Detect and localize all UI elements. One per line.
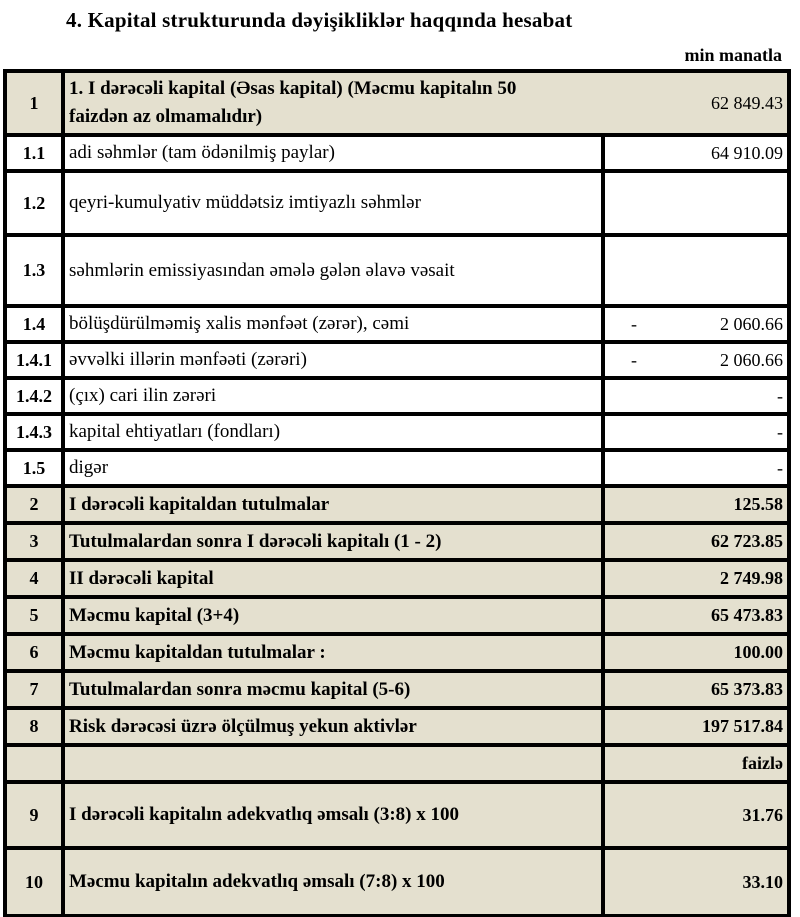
table-row (5, 634, 789, 671)
capital-structure-table (3, 69, 791, 917)
row-number-cell: 9 (5, 782, 63, 848)
row-label-cell (63, 745, 603, 782)
row-label-cell: əvvəlki illərin mənfəəti (zərəri) (63, 342, 603, 378)
row-value-cell: 33.10 (603, 848, 789, 916)
table-row (5, 71, 789, 135)
row-number-cell: 2 (5, 486, 63, 523)
table-row (5, 523, 789, 560)
row-value-cell: - (603, 414, 789, 450)
row-number-cell: 1.1 (5, 135, 63, 171)
row-number-cell: 1.4.3 (5, 414, 63, 450)
row-value-cell (603, 306, 789, 342)
page-title: 4. Kapital strukturunda dəyişikliklər haqqında hesabat (66, 8, 573, 32)
table-row (5, 450, 789, 486)
row-label-cell: adi səhmlər (tam ödənilmiş paylar) (63, 135, 603, 171)
row-label-cell: bölüşdürülməmiş xalis mənfəət (zərər), cəmi (63, 306, 603, 342)
row-label-cell: Məcmu kapital (3+4) (63, 597, 603, 634)
row-label-cell: digər (63, 450, 603, 486)
row-value-cell: 62 723.85 (603, 523, 789, 560)
row-label-cell: II dərəcəli kapital (63, 560, 603, 597)
row-value-cell: 65 473.83 (603, 597, 789, 634)
row-number-cell: 1 (5, 71, 63, 135)
row-value-cell (603, 171, 789, 235)
row-value-cell: 31.76 (603, 782, 789, 848)
row-value-cell: 197 517.84 (603, 708, 789, 745)
row-label-cell: Tutulmalardan sonra I dərəcəli kapitalı (1 - 2) (63, 523, 603, 560)
table-row (5, 560, 789, 597)
row-label-cell: Məcmu kapitalın adekvatlıq əmsalı (7:8) x 100 (63, 848, 603, 916)
table-row (5, 745, 789, 782)
row-number-cell: 6 (5, 634, 63, 671)
row-value: 2 060.66 (720, 349, 783, 370)
table-row (5, 671, 789, 708)
row-label: 1. I dərəcəli kapital (Əsas kapital) (Məcmu kapitalın 50 faizdən az olmamalıdır) (69, 77, 517, 127)
row-number-cell: 1.4.1 (5, 342, 63, 378)
table-row (5, 782, 789, 848)
row-number-cell: 10 (5, 848, 63, 916)
row-label-cell: I dərəcəli kapitaldan tutulmalar (63, 486, 603, 523)
row-label-cell: Məcmu kapitaldan tutulmalar : (63, 634, 603, 671)
row-number-cell: 1.3 (5, 235, 63, 306)
row-value-cell: 64 910.09 (603, 135, 789, 171)
negative-sign: - (631, 349, 637, 370)
row-label-cell: səhmlərin emissiyasından əmələ gələn əlavə vəsait (63, 235, 603, 306)
row-value-cell (603, 235, 789, 306)
row-number-cell: 1.4 (5, 306, 63, 342)
row-value-cell: 65 373.83 (603, 671, 789, 708)
table-row (5, 342, 789, 378)
table-row (5, 306, 789, 342)
unit-label: min manatla (684, 45, 782, 65)
row-value-cell: - (603, 450, 789, 486)
row-number-cell: 1.4.2 (5, 378, 63, 414)
row-number-cell (5, 745, 63, 782)
row-label-cell: kapital ehtiyatları (fondları) (63, 414, 603, 450)
table-row (5, 597, 789, 634)
row-value-cell (603, 342, 789, 378)
row-label-cell: qeyri-kumulyativ müddətsiz imtiyazlı səhmlər (63, 171, 603, 235)
row-number-cell: 3 (5, 523, 63, 560)
row-label-cell: Tutulmalardan sonra məcmu kapital (5-6) (63, 671, 603, 708)
row-value-cell: 2 749.98 (603, 560, 789, 597)
table-row (5, 848, 789, 916)
row-number-cell: 4 (5, 560, 63, 597)
row-value-cell: 125.58 (603, 486, 789, 523)
row-value: 2 060.66 (720, 313, 783, 334)
row-value-cell: - (603, 378, 789, 414)
table-row (5, 378, 789, 414)
row-number-cell: 8 (5, 708, 63, 745)
row-value-cell: faizlə (603, 745, 789, 782)
row-number-cell: 1.2 (5, 171, 63, 235)
row-label-cell: I dərəcəli kapitalın adekvatlıq əmsalı (3:8) x 100 (63, 782, 603, 848)
row-value: 62 849.43 (711, 92, 783, 113)
row-number-cell: 7 (5, 671, 63, 708)
table-row (5, 171, 789, 235)
row-label-cell: Risk dərəcəsi üzrə ölçülmuş yekun aktivlər (63, 708, 603, 745)
table-row (5, 414, 789, 450)
table-row (5, 486, 789, 523)
row-number-cell: 1.5 (5, 450, 63, 486)
table-row (5, 135, 789, 171)
table-row (5, 235, 789, 306)
row-label-cell: (çıx) cari ilin zərəri (63, 378, 603, 414)
row-value-cell: 100.00 (603, 634, 789, 671)
table-row (5, 708, 789, 745)
negative-sign: - (631, 313, 637, 334)
row-merged-cell (63, 71, 789, 135)
row-number-cell: 5 (5, 597, 63, 634)
